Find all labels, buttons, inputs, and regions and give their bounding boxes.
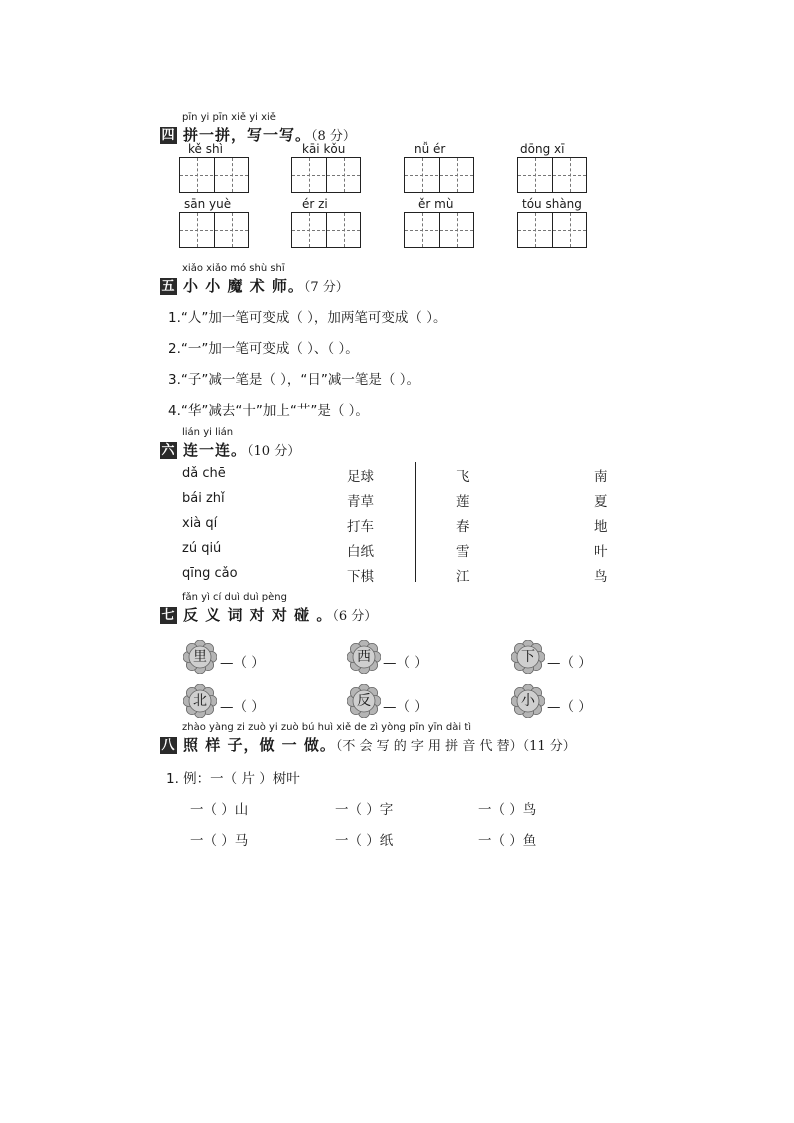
writing-grid[interactable] xyxy=(291,157,361,193)
s8-title: 照 样 子，做 一 做。 xyxy=(183,736,336,754)
flower-char: 北 xyxy=(193,693,207,709)
measure-word-blank[interactable]: 一（ ）纸 xyxy=(335,833,394,849)
flower-badge xyxy=(347,684,381,718)
s4-item-pinyin: dōng xī xyxy=(520,142,565,156)
writing-grid[interactable] xyxy=(404,157,474,193)
s8-score: （11 分） xyxy=(522,739,576,754)
match-char-left[interactable]: 飞 xyxy=(456,469,470,485)
writing-grid[interactable] xyxy=(179,157,249,193)
measure-word-blank[interactable]: 一（ ）鱼 xyxy=(478,833,537,849)
s5-title: 小 小 魔 术 师。 xyxy=(183,277,304,295)
s6-number: 六 xyxy=(161,443,176,458)
match-pinyin[interactable]: qīng cǎo xyxy=(182,566,238,581)
match-pinyin[interactable]: bái zhǐ xyxy=(182,491,225,506)
antonym-blank[interactable]: —（ ） xyxy=(383,655,428,671)
s8-pinyin: zhào yàng zi zuò yi zuò bú huì xiě de zì yòng pīn yīn dài tì xyxy=(182,722,472,733)
s4-title: 拼一拼，写一写。 xyxy=(183,126,312,144)
s6-heading xyxy=(160,439,300,460)
flower-badge xyxy=(511,684,545,718)
s6-title: 连一连。 xyxy=(183,441,248,459)
flower-char: 小 xyxy=(521,693,535,709)
s5-question-4: 4.“华”减去“十”加上“艹”是（ ）。 xyxy=(168,403,369,419)
match-word[interactable]: 下棋 xyxy=(347,569,374,585)
flower-char: 下 xyxy=(521,649,535,665)
match-char-right[interactable]: 鸟 xyxy=(594,569,608,585)
s5-pinyin: xiǎo xiǎo mó shù shī xyxy=(182,263,285,274)
s5-heading xyxy=(160,275,349,296)
s4-item-pinyin: kāi kǒu xyxy=(302,142,346,156)
match-pinyin[interactable]: xià qí xyxy=(182,516,218,531)
flower-char: 反 xyxy=(357,693,371,709)
antonym-blank[interactable]: —（ ） xyxy=(383,699,428,715)
s4-item-pinyin: sān yuè xyxy=(184,197,232,211)
s4-item-pinyin: tóu shàng xyxy=(522,197,582,211)
s4-item-pinyin: ěr mù xyxy=(418,197,454,211)
s8-number: 八 xyxy=(161,738,176,753)
s4-number: 四 xyxy=(161,128,176,143)
s7-score: （6 分） xyxy=(332,609,378,624)
s5-question-1: 1.“人”加一笔可变成（ ），加两笔可变成（ ）。 xyxy=(168,310,447,326)
measure-word-blank[interactable]: 一（ ）马 xyxy=(190,833,249,849)
writing-grid[interactable] xyxy=(404,212,474,248)
writing-grid[interactable] xyxy=(517,157,587,193)
s7-heading xyxy=(160,604,377,625)
s8-heading xyxy=(160,734,576,755)
s6-score: （10 分） xyxy=(247,444,301,459)
flower-char: 西 xyxy=(357,649,371,665)
match-word[interactable]: 青草 xyxy=(347,494,374,510)
match-word[interactable]: 白纸 xyxy=(347,544,374,560)
antonym-blank[interactable]: —（ ） xyxy=(220,655,265,671)
s5-question-3: 3.“子”减一笔是（ ），“日”减一笔是（ ）。 xyxy=(168,372,420,388)
match-pinyin[interactable]: zú qiú xyxy=(182,541,222,556)
column-divider xyxy=(415,462,416,582)
antonym-blank[interactable]: —（ ） xyxy=(547,699,592,715)
match-word[interactable]: 打车 xyxy=(347,519,374,535)
match-char-right[interactable]: 地 xyxy=(594,519,608,535)
measure-word-blank[interactable]: 一（ ）鸟 xyxy=(478,802,537,818)
s5-number: 五 xyxy=(161,279,176,294)
measure-word-blank[interactable]: 一（ ）字 xyxy=(335,802,394,818)
flower-badge xyxy=(183,684,217,718)
match-char-right[interactable]: 叶 xyxy=(594,544,608,560)
match-char-left[interactable]: 莲 xyxy=(456,494,470,510)
flower-char: 里 xyxy=(193,649,207,665)
match-char-left[interactable]: 雪 xyxy=(456,544,470,560)
match-char-right[interactable]: 夏 xyxy=(594,494,608,510)
writing-grid[interactable] xyxy=(517,212,587,248)
match-pinyin[interactable]: dǎ chē xyxy=(182,466,226,481)
match-char-left[interactable]: 江 xyxy=(456,569,470,585)
match-char-left[interactable]: 春 xyxy=(456,519,470,535)
s4-item-pinyin: ér zi xyxy=(302,197,328,211)
measure-word-blank[interactable]: 一（ ）山 xyxy=(190,802,249,818)
match-char-right[interactable]: 南 xyxy=(594,469,608,485)
s4-pinyin: pīn yi pīn xiě yi xiě xyxy=(182,112,276,123)
s7-title: 反 义 词 对 对 碰 。 xyxy=(183,606,333,624)
match-word[interactable]: 足球 xyxy=(347,469,374,485)
antonym-blank[interactable]: —（ ） xyxy=(547,655,592,671)
antonym-blank[interactable]: —（ ） xyxy=(220,699,265,715)
flower-badge xyxy=(183,640,217,674)
s4-item-pinyin: kě shì xyxy=(188,142,223,156)
s4-item-pinyin: nǚ ér xyxy=(414,142,446,156)
flower-badge xyxy=(347,640,381,674)
s5-score: （7 分） xyxy=(303,280,349,295)
s4-score: （8 分） xyxy=(311,129,356,144)
writing-grid[interactable] xyxy=(291,212,361,248)
s7-number: 七 xyxy=(161,608,176,623)
s7-pinyin: fǎn yì cí duì duì pèng xyxy=(182,592,287,603)
s8-example: 1. 例：一（ 片 ）树叶 xyxy=(166,771,300,787)
flower-badge xyxy=(511,640,545,674)
writing-grid[interactable] xyxy=(179,212,249,248)
s6-pinyin: lián yi lián xyxy=(182,427,234,438)
s8-note: （不 会 写 的 字 用 拼 音 代 替） xyxy=(335,739,523,754)
s5-question-2: 2.“一”加一笔可变成（ ）、（ ）。 xyxy=(168,341,359,357)
